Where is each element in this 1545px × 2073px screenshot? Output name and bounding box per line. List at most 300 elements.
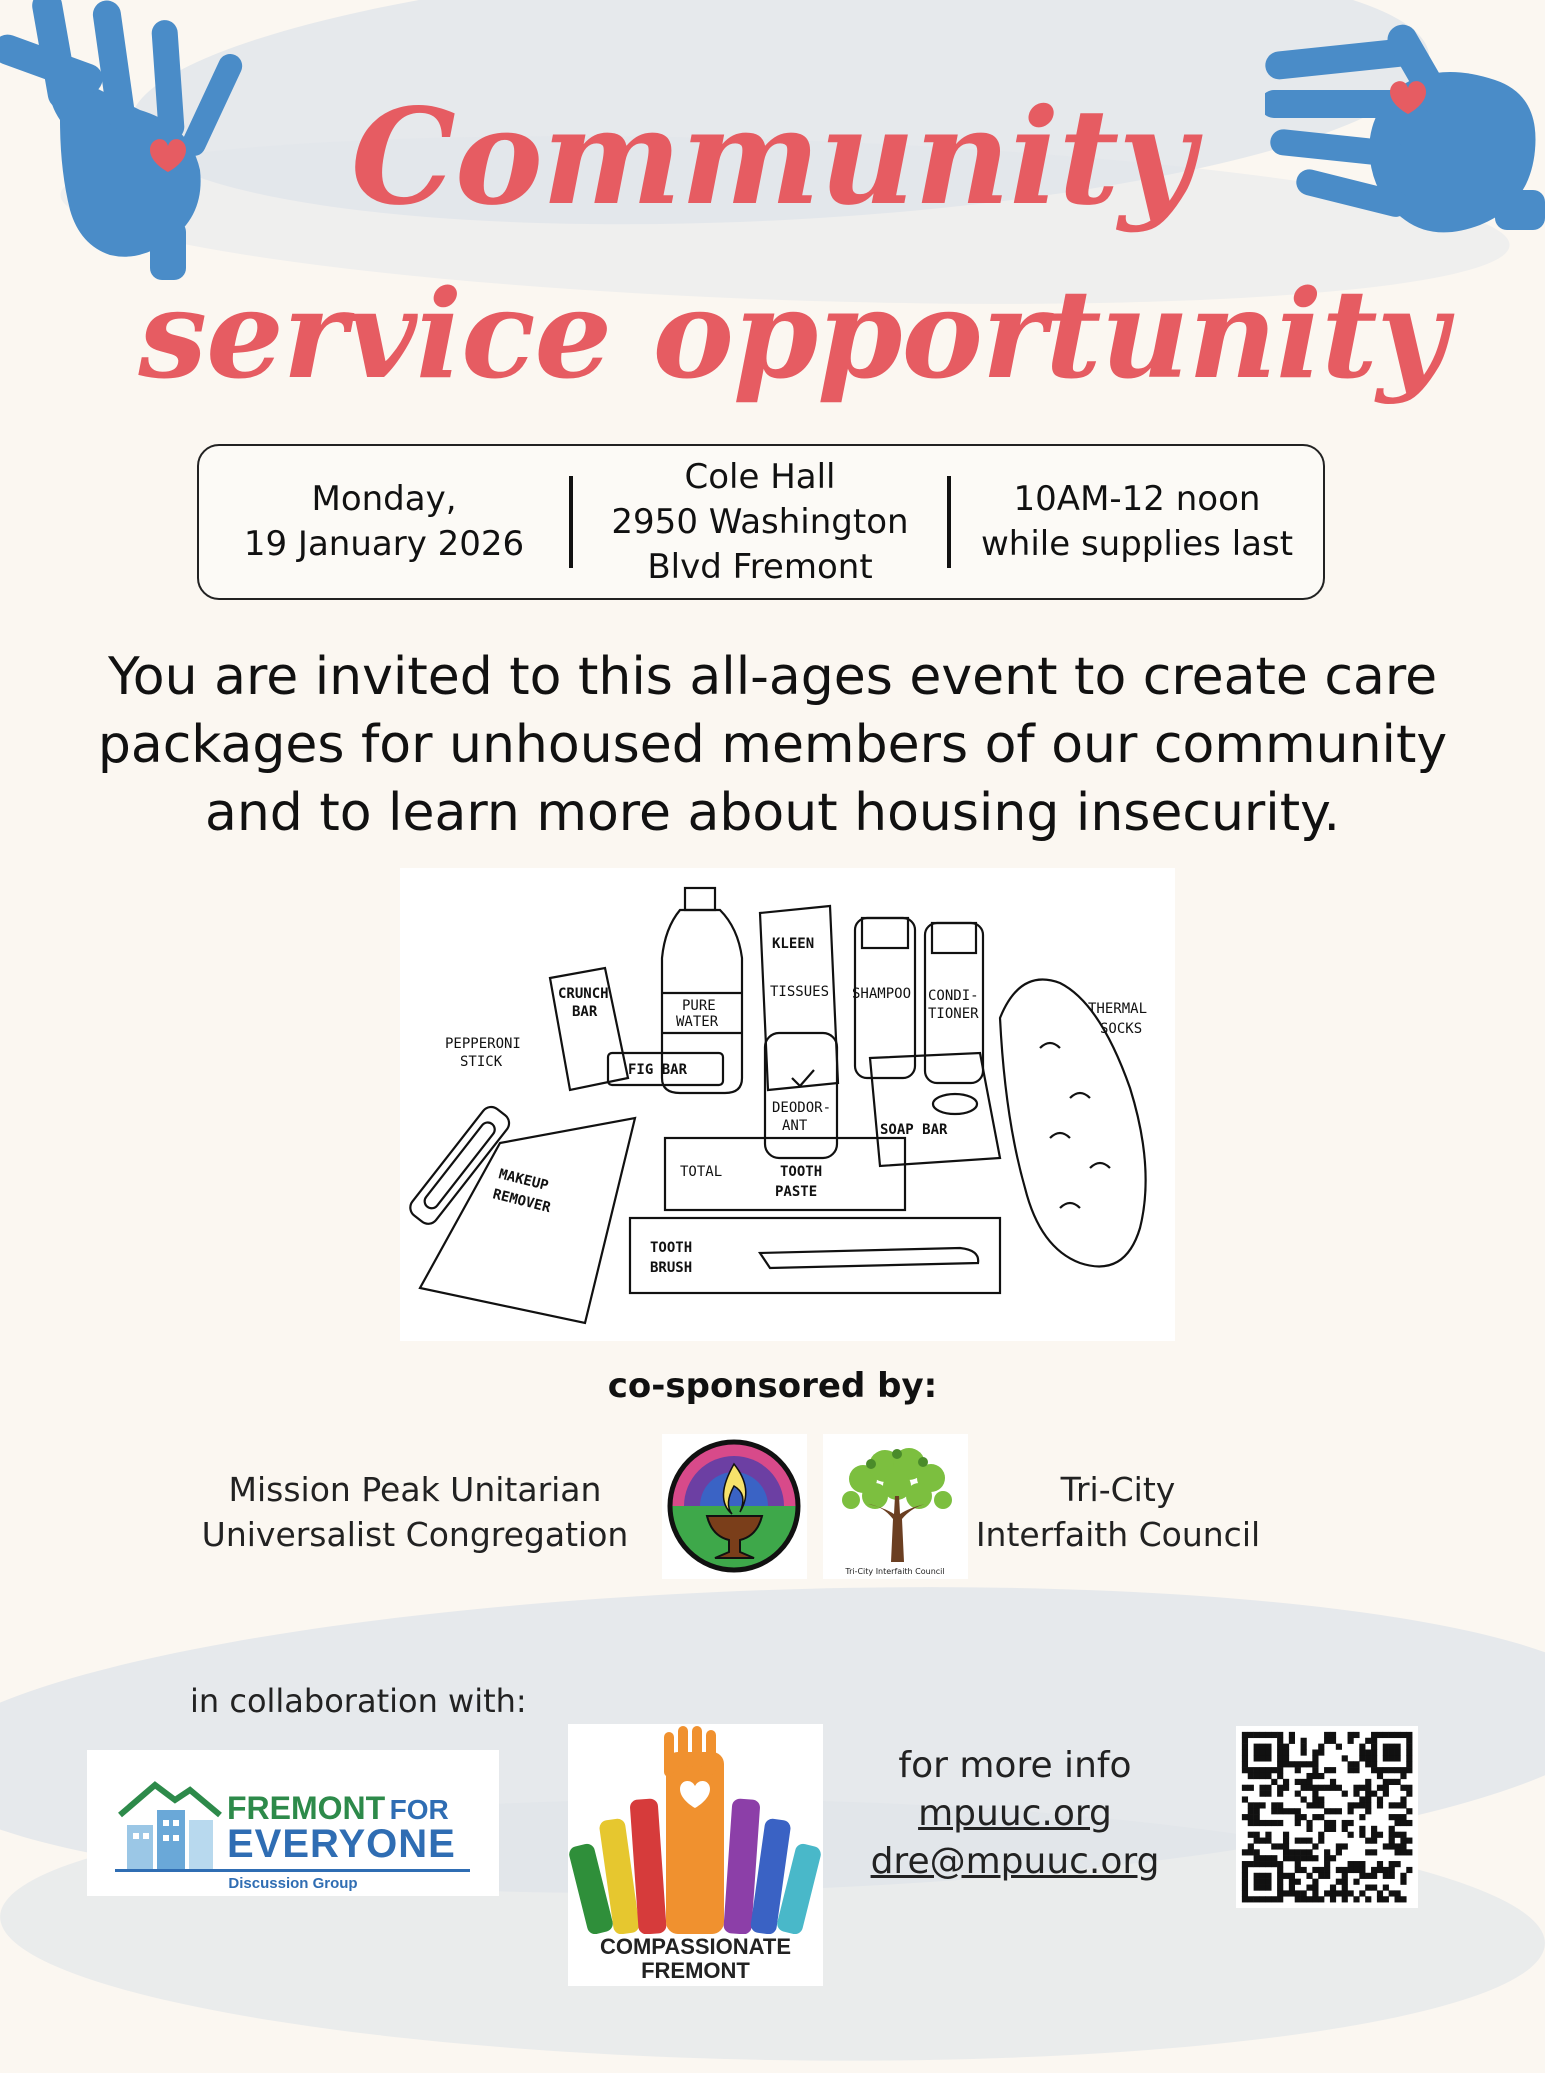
qr-module: [1400, 1814, 1406, 1820]
qr-module: [1265, 1773, 1271, 1779]
qr-module: [1301, 1738, 1307, 1744]
qr-module: [1389, 1861, 1395, 1867]
qr-module: [1277, 1785, 1283, 1791]
qr-module: [1271, 1767, 1277, 1773]
qr-module: [1318, 1744, 1324, 1750]
qr-module: [1406, 1791, 1412, 1797]
qr-module: [1277, 1738, 1283, 1744]
qr-module: [1371, 1755, 1377, 1761]
qr-module: [1312, 1802, 1318, 1808]
qr-module: [1295, 1761, 1301, 1767]
label-thermal: THERMAL: [1088, 1001, 1148, 1017]
qr-module: [1242, 1761, 1248, 1767]
qr-module: [1353, 1785, 1359, 1791]
qr-module: [1336, 1890, 1342, 1896]
qr-module: [1289, 1879, 1295, 1885]
qr-module: [1400, 1896, 1406, 1902]
qr-module: [1248, 1832, 1254, 1838]
label-water: WATER: [676, 1014, 719, 1030]
label-soap-bar: SOAP BAR: [880, 1122, 948, 1138]
qr-module: [1295, 1855, 1301, 1861]
qr-module: [1289, 1890, 1295, 1896]
qr-module: [1365, 1738, 1371, 1744]
qr-module: [1259, 1861, 1265, 1867]
qr-module: [1271, 1855, 1277, 1861]
qr-module: [1265, 1744, 1271, 1750]
qr-module: [1348, 1761, 1354, 1767]
qr-module: [1254, 1732, 1260, 1738]
qr-module: [1277, 1843, 1283, 1849]
qr-module: [1377, 1802, 1383, 1808]
qr-module: [1395, 1814, 1401, 1820]
qr-module: [1359, 1755, 1365, 1761]
makeup-remover-item: [420, 1118, 635, 1323]
qr-module: [1359, 1796, 1365, 1802]
thermal-socks-item: [1000, 980, 1147, 1267]
qr-module: [1371, 1826, 1377, 1832]
tissues-item: [760, 906, 838, 1090]
qr-module: [1324, 1861, 1330, 1867]
qr-module: [1312, 1890, 1318, 1896]
toothbrush-item: [630, 1218, 1000, 1293]
qr-module: [1324, 1808, 1330, 1814]
qr-module: [1301, 1838, 1307, 1844]
conditioner-item: [925, 923, 983, 1083]
qr-module: [1342, 1890, 1348, 1896]
qr-module: [1377, 1890, 1383, 1896]
shampoo-item: [852, 918, 915, 1078]
qr-module: [1389, 1755, 1395, 1761]
qr-module: [1365, 1761, 1371, 1767]
qr-module: [1406, 1767, 1412, 1773]
label-brush: BRUSH: [650, 1260, 693, 1276]
qr-module: [1254, 1879, 1260, 1885]
qr-module: [1295, 1779, 1301, 1785]
venue-name: Cole Hall: [684, 456, 836, 497]
qr-module: [1371, 1838, 1377, 1844]
qr-module: [1259, 1791, 1265, 1797]
qr-module: [1389, 1873, 1395, 1879]
qr-module: [1365, 1849, 1371, 1855]
qr-module: [1342, 1879, 1348, 1885]
qr-module: [1383, 1744, 1389, 1750]
qr-module: [1259, 1885, 1265, 1891]
qr-module: [1336, 1849, 1342, 1855]
qr-module: [1318, 1802, 1324, 1808]
raised-hands-icon: [568, 1724, 823, 1934]
qr-module: [1395, 1779, 1401, 1785]
qr-module: [1306, 1855, 1312, 1861]
qr-module: [1265, 1896, 1271, 1902]
qr-module: [1277, 1744, 1283, 1750]
qr-module: [1348, 1738, 1354, 1744]
sponsor-tricity-line-1: Tri-City: [1060, 1470, 1176, 1509]
ffe-fremont: FREMONT: [227, 1790, 386, 1826]
qr-module: [1406, 1867, 1412, 1873]
qr-module: [1306, 1761, 1312, 1767]
label-pure: PURE: [682, 998, 716, 1014]
qr-module: [1242, 1873, 1248, 1879]
qr-module: [1301, 1867, 1307, 1873]
qr-module: [1312, 1867, 1318, 1873]
compassionate-line-2: FREMONT: [641, 1958, 750, 1983]
qr-module: [1348, 1861, 1354, 1867]
qr-module: [1312, 1755, 1318, 1761]
qr-module: [1330, 1738, 1336, 1744]
qr-module: [1383, 1843, 1389, 1849]
qr-module: [1312, 1749, 1318, 1755]
qr-module: [1365, 1808, 1371, 1814]
crunch-bar-item: [550, 968, 628, 1090]
label-makeup: MAKEUP: [497, 1166, 550, 1195]
qr-module: [1365, 1802, 1371, 1808]
qr-module: [1242, 1755, 1248, 1761]
qr-module: [1301, 1855, 1307, 1861]
qr-module: [1330, 1732, 1336, 1738]
qr-module: [1295, 1861, 1301, 1867]
qr-module: [1277, 1773, 1283, 1779]
qr-module: [1242, 1879, 1248, 1885]
label-ant: ANT: [782, 1118, 808, 1134]
label-paste: PASTE: [775, 1184, 818, 1200]
qr-module: [1265, 1732, 1271, 1738]
qr-module: [1406, 1838, 1412, 1844]
qr-module: [1248, 1843, 1254, 1849]
qr-module: [1324, 1890, 1330, 1896]
qr-module: [1254, 1896, 1260, 1902]
city-buildings-icon: [115, 1775, 225, 1875]
qr-module: [1242, 1890, 1248, 1896]
qr-module: [1289, 1808, 1295, 1814]
qr-module: [1248, 1820, 1254, 1826]
event-date-full: 19 January 2026: [243, 524, 525, 564]
qr-module: [1277, 1791, 1283, 1797]
qr-module: [1330, 1855, 1336, 1861]
compassionate-fremont-logo: [568, 1724, 823, 1986]
qr-module: [1383, 1896, 1389, 1902]
qr-module: [1383, 1873, 1389, 1879]
qr-module: [1365, 1885, 1371, 1891]
qr-module: [1324, 1767, 1330, 1773]
qr-module: [1342, 1896, 1348, 1902]
qr-module: [1277, 1761, 1283, 1767]
qr-module: [1265, 1755, 1271, 1761]
qr-module: [1242, 1738, 1248, 1744]
ffe-line-3: Discussion Group: [228, 1875, 358, 1892]
qr-module: [1406, 1732, 1412, 1738]
qr-module: [1271, 1779, 1277, 1785]
qr-module: [1242, 1867, 1248, 1873]
qr-module: [1371, 1744, 1377, 1750]
qr-module: [1295, 1791, 1301, 1797]
qr-module: [1242, 1896, 1248, 1902]
compassionate-line-1: COMPASSIONATE: [599, 1934, 792, 1959]
qr-module: [1271, 1732, 1277, 1738]
qr-module: [1254, 1861, 1260, 1867]
qr-module: [1242, 1744, 1248, 1750]
qr-module: [1342, 1755, 1348, 1761]
qr-module: [1301, 1814, 1307, 1820]
qr-module: [1242, 1749, 1248, 1755]
qr-module: [1248, 1814, 1254, 1820]
qr-module: [1348, 1732, 1354, 1738]
invitation-line-3: and to learn more about housing insecurity.: [204, 783, 1341, 843]
qr-module: [1377, 1796, 1383, 1802]
qr-module: [1259, 1732, 1265, 1738]
qr-module: [1406, 1755, 1412, 1761]
qr-module: [1389, 1779, 1395, 1785]
qr-module: [1318, 1749, 1324, 1755]
venue-street: 2950 Washington: [611, 501, 909, 542]
qr-module: [1348, 1890, 1354, 1896]
qr-module: [1342, 1826, 1348, 1832]
qr-module: [1254, 1744, 1260, 1750]
qr-module: [1348, 1767, 1354, 1773]
qr-module: [1330, 1767, 1336, 1773]
cosponsor-heading: co-sponsored by:: [607, 1366, 938, 1406]
qr-module: [1265, 1838, 1271, 1844]
qr-module: [1400, 1767, 1406, 1773]
qr-module: [1295, 1896, 1301, 1902]
qr-module: [1365, 1896, 1371, 1902]
qr-module: [1400, 1773, 1406, 1779]
qr-module: [1342, 1791, 1348, 1797]
qr-module: [1306, 1885, 1312, 1891]
qr-module: [1400, 1873, 1406, 1879]
invitation-text: [40, 643, 1505, 847]
qr-module: [1400, 1802, 1406, 1808]
qr-module: [1348, 1820, 1354, 1826]
qr-module: [1383, 1732, 1389, 1738]
qr-module: [1359, 1785, 1365, 1791]
qr-module: [1306, 1773, 1312, 1779]
ffe-for: FOR: [389, 1794, 449, 1825]
event-date: [199, 477, 569, 567]
qr-module: [1259, 1838, 1265, 1844]
qr-module: [1359, 1802, 1365, 1808]
qr-module: [1383, 1779, 1389, 1785]
qr-module: [1277, 1885, 1283, 1891]
invitation-line-2: packages for unhoused members of our community: [97, 715, 1448, 775]
qr-module: [1242, 1796, 1248, 1802]
ffe-underline: [115, 1869, 470, 1872]
qr-module: [1395, 1732, 1401, 1738]
qr-module: [1406, 1761, 1412, 1767]
qr-module: [1365, 1779, 1371, 1785]
sponsor-tricity-line-2: Interfaith Council: [975, 1515, 1261, 1554]
qr-module: [1377, 1732, 1383, 1738]
qr-module: [1377, 1867, 1383, 1873]
qr-module: [1389, 1890, 1395, 1896]
qr-module: [1318, 1832, 1324, 1838]
qr-module: [1301, 1744, 1307, 1750]
qr-module: [1383, 1749, 1389, 1755]
qr-module: [1306, 1826, 1312, 1832]
qr-module: [1312, 1767, 1318, 1773]
qr-module: [1324, 1849, 1330, 1855]
qr-module: [1324, 1826, 1330, 1832]
collaboration-heading: in collaboration with:: [190, 1682, 527, 1720]
qr-module: [1254, 1849, 1260, 1855]
qr-module: [1271, 1820, 1277, 1826]
qr-module: [1259, 1873, 1265, 1879]
qr-module: [1277, 1820, 1283, 1826]
qr-module: [1289, 1732, 1295, 1738]
qr-module: [1271, 1896, 1277, 1902]
qr-module: [1389, 1744, 1395, 1750]
qr-module: [1295, 1814, 1301, 1820]
qr-module: [1301, 1896, 1307, 1902]
qr-module: [1330, 1808, 1336, 1814]
qr-module: [1389, 1832, 1395, 1838]
qr-module: [1324, 1867, 1330, 1873]
qr-module: [1283, 1838, 1289, 1844]
qr-module: [1377, 1896, 1383, 1902]
qr-module: [1259, 1820, 1265, 1826]
website-link[interactable]: mpuuc.org: [918, 1793, 1112, 1834]
sponsor-mpuuc-name: [160, 1467, 670, 1557]
qr-module: [1395, 1755, 1401, 1761]
qr-module: [1371, 1732, 1377, 1738]
qr-module: [1336, 1785, 1342, 1791]
qr-module: [1277, 1808, 1283, 1814]
qr-module: [1265, 1749, 1271, 1755]
qr-module: [1359, 1867, 1365, 1873]
qr-module: [1342, 1867, 1348, 1873]
qr-module: [1389, 1767, 1395, 1773]
qr-module: [1301, 1849, 1307, 1855]
qr-module: [1265, 1832, 1271, 1838]
qr-module: [1277, 1890, 1283, 1896]
qr-module: [1348, 1832, 1354, 1838]
qr-module: [1301, 1796, 1307, 1802]
qr-module: [1242, 1814, 1248, 1820]
event-time: [951, 477, 1323, 567]
qr-module: [1318, 1814, 1324, 1820]
qr-module: [1395, 1843, 1401, 1849]
qr-module: [1395, 1890, 1401, 1896]
qr-module: [1406, 1785, 1412, 1791]
qr-module: [1248, 1896, 1254, 1902]
qr-module: [1283, 1785, 1289, 1791]
qr-module: [1359, 1890, 1365, 1896]
qr-module: [1371, 1849, 1377, 1855]
qr-module: [1248, 1861, 1254, 1867]
qr-module: [1312, 1843, 1318, 1849]
qr-module: [1259, 1855, 1265, 1861]
qr-module: [1254, 1855, 1260, 1861]
qr-module: [1248, 1849, 1254, 1855]
qr-module: [1248, 1785, 1254, 1791]
qr-module: [1265, 1820, 1271, 1826]
qr-module: [1342, 1820, 1348, 1826]
qr-module: [1271, 1843, 1277, 1849]
qr-module: [1283, 1832, 1289, 1838]
qr-module: [1383, 1767, 1389, 1773]
qr-module: [1330, 1820, 1336, 1826]
qr-module: [1371, 1738, 1377, 1744]
qr-module: [1324, 1732, 1330, 1738]
qr-module: [1306, 1820, 1312, 1826]
qr-module: [1330, 1896, 1336, 1902]
qr-module: [1395, 1861, 1401, 1867]
qr-module: [1365, 1796, 1371, 1802]
label-pepperoni: PEPPERONI: [445, 1036, 521, 1052]
qr-module: [1306, 1779, 1312, 1785]
qr-module: [1259, 1896, 1265, 1902]
label-total: TOTAL: [680, 1164, 723, 1180]
qr-module: [1371, 1867, 1377, 1873]
qr-module: [1295, 1890, 1301, 1896]
qr-module: [1383, 1755, 1389, 1761]
qr-module: [1271, 1861, 1277, 1867]
qr-module: [1312, 1896, 1318, 1902]
qr-module: [1248, 1802, 1254, 1808]
qr-module: [1283, 1855, 1289, 1861]
qr-module: [1324, 1738, 1330, 1744]
qr-module: [1277, 1896, 1283, 1902]
label-tioner: TIONER: [928, 1006, 979, 1022]
qr-module: [1383, 1785, 1389, 1791]
qr-module: [1377, 1861, 1383, 1867]
qr-code-icon[interactable]: [1236, 1726, 1418, 1908]
qr-module: [1318, 1773, 1324, 1779]
label-tooth: TOOTH: [780, 1164, 823, 1180]
label-shampoo: SHAMPOO: [852, 986, 912, 1002]
qr-module: [1283, 1749, 1289, 1755]
event-date-day: Monday,: [311, 479, 457, 519]
ffe-line-2: EVERYONE: [227, 1822, 456, 1866]
qr-module: [1318, 1796, 1324, 1802]
qr-module: [1242, 1732, 1248, 1738]
qr-module: [1289, 1761, 1295, 1767]
email-link[interactable]: dre@mpuuc.org: [870, 1841, 1160, 1882]
qr-module: [1377, 1785, 1383, 1791]
qr-module: [1283, 1744, 1289, 1750]
qr-module: [1330, 1826, 1336, 1832]
qr-module: [1395, 1767, 1401, 1773]
sponsor-tricity-name: [968, 1467, 1268, 1557]
qr-module: [1242, 1767, 1248, 1773]
qr-code-graphic: [1236, 1726, 1418, 1908]
qr-module: [1277, 1867, 1283, 1873]
qr-module: [1406, 1820, 1412, 1826]
qr-module: [1259, 1785, 1265, 1791]
qr-module: [1353, 1861, 1359, 1867]
qr-module: [1389, 1843, 1395, 1849]
qr-module: [1395, 1820, 1401, 1826]
qr-module: [1289, 1738, 1295, 1744]
qr-module: [1353, 1879, 1359, 1885]
qr-module: [1383, 1885, 1389, 1891]
qr-module: [1259, 1773, 1265, 1779]
qr-module: [1265, 1791, 1271, 1797]
qr-module: [1400, 1732, 1406, 1738]
qr-module: [1318, 1838, 1324, 1844]
qr-module: [1283, 1849, 1289, 1855]
deodorant-item: [765, 1033, 837, 1158]
qr-module: [1400, 1879, 1406, 1885]
qr-module: [1359, 1832, 1365, 1838]
qr-module: [1254, 1873, 1260, 1879]
qr-module: [1395, 1832, 1401, 1838]
qr-module: [1359, 1744, 1365, 1750]
flaming-chalice-icon: [662, 1434, 807, 1579]
qr-module: [1400, 1832, 1406, 1838]
qr-module: [1283, 1779, 1289, 1785]
qr-module: [1312, 1761, 1318, 1767]
qr-module: [1254, 1820, 1260, 1826]
